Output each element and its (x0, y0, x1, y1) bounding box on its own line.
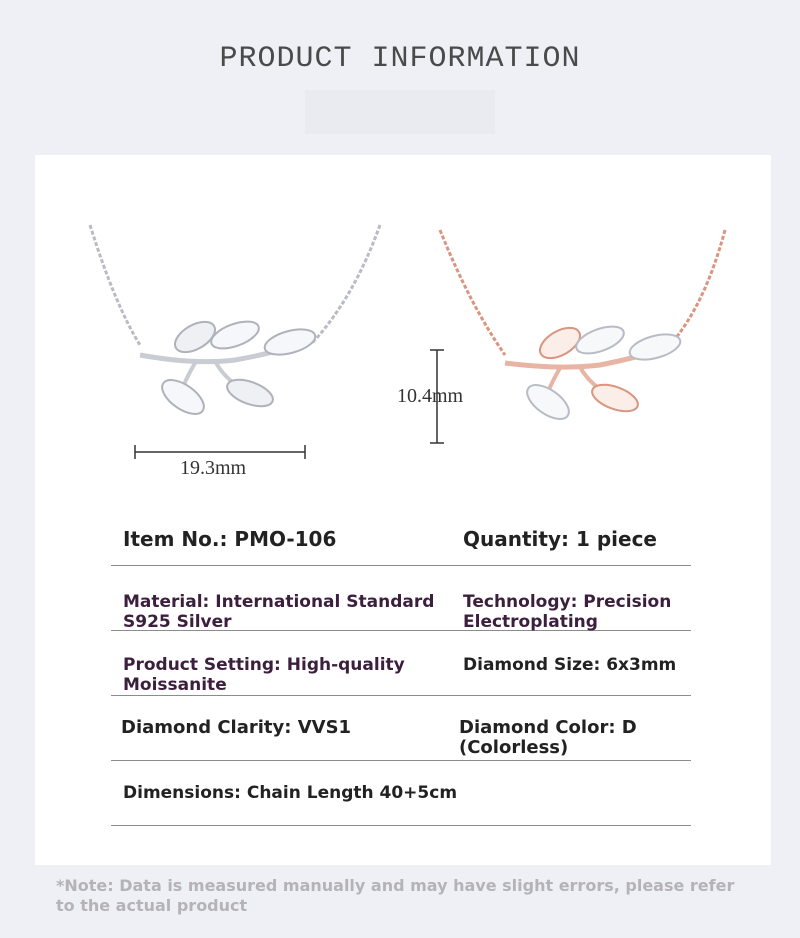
diamond-size: Diamond Size: 6x3mm (463, 655, 677, 675)
spec-row (111, 761, 691, 826)
width-dimension-label: 19.3mm (180, 457, 247, 479)
material: Material: International Standard S925 Silver (123, 592, 435, 632)
spec-row (111, 515, 691, 566)
spec-row (111, 631, 691, 696)
diamond-color: Diamond Color: D (Colorless) (459, 717, 637, 758)
product-panel (35, 155, 771, 865)
diamond-clarity: Diamond Clarity: VVS1 (121, 717, 352, 738)
product-setting: Product Setting: High-quality Moissanite (123, 655, 405, 695)
dimensions: Dimensions: Chain Length 40+5cm (123, 783, 458, 803)
disclaimer-note: *Note: Data is measured manually and may have slight errors, please refer to the actual product (56, 876, 735, 915)
spec-row (111, 566, 691, 631)
technology: Technology: Precision Electroplating (463, 592, 672, 632)
height-dimension-label: 10.4mm (397, 385, 464, 407)
page-title: PRODUCT INFORMATION (219, 42, 581, 76)
rose-gold-leaf-necklace-icon (430, 215, 730, 465)
quantity: Quantity: 1 piece (463, 527, 657, 551)
item-number: Item No.: PMO-106 (123, 527, 337, 551)
spec-row (111, 696, 691, 761)
silver-leaf-necklace-icon (85, 215, 385, 465)
spec-table (111, 515, 691, 826)
title-decoration (305, 90, 495, 134)
